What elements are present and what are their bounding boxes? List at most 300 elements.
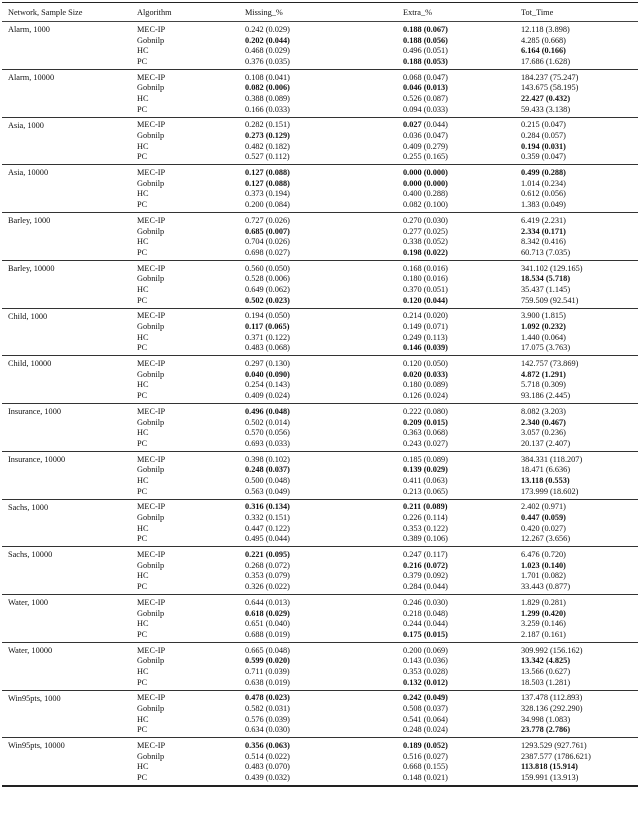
table-body — [2, 22, 638, 787]
missing-cell: 0.582 (0.031) — [245, 704, 290, 714]
algorithm-cell: PC — [137, 152, 148, 162]
network-sample-label: Sachs, 1000 — [8, 502, 49, 512]
time-cell: 0.420 (0.027) — [521, 523, 566, 533]
table-row — [137, 740, 638, 751]
table-row — [137, 189, 638, 200]
algorithm-cell: PC — [137, 773, 148, 783]
missing-cell: 0.500 (0.048) — [245, 475, 290, 485]
algorithm-cell: MEC-IP — [137, 215, 166, 225]
table-group — [2, 261, 638, 309]
network-sample-label: Win95pts, 10000 — [8, 741, 65, 751]
table-row — [137, 677, 638, 688]
extra-cell: 0.189 (0.052) — [403, 741, 448, 751]
time-cell: 18.503 (1.281) — [521, 677, 571, 687]
algorithm-cell: Gobnilp — [137, 369, 165, 379]
table-row — [137, 597, 638, 608]
extra-cell: 0.508 (0.037) — [403, 704, 448, 714]
time-cell: 12.118 (3.898) — [521, 24, 570, 34]
time-cell: 17.075 (3.763) — [521, 343, 571, 353]
table-row — [137, 284, 638, 295]
algorithm-cell: MEC-IP — [137, 502, 166, 512]
time-cell: 1.023 (0.140) — [521, 560, 566, 570]
table-row — [137, 247, 638, 258]
time-cell: 22.427 (0.432) — [521, 93, 571, 103]
table-row — [137, 502, 638, 513]
time-cell: 6.419 (2.231) — [521, 215, 566, 225]
table-row — [137, 549, 638, 560]
extra-cell: 0.046 (0.013) — [403, 83, 448, 93]
table-row — [137, 236, 638, 247]
extra-cell: 0.213 (0.065) — [403, 486, 448, 496]
time-cell: 3.259 (0.146) — [521, 619, 566, 629]
extra-cell: 0.389 (0.106) — [403, 534, 448, 544]
extra-cell: 0.126 (0.024) — [403, 391, 448, 401]
table-row — [137, 629, 638, 640]
algorithm-cell: Gobnilp — [137, 656, 165, 666]
extra-cell: 0.209 (0.015) — [403, 417, 448, 427]
extra-cell: 0.247 (0.117) — [403, 550, 448, 560]
table-row — [137, 725, 638, 736]
missing-cell: 0.651 (0.040) — [245, 619, 290, 629]
missing-cell: 0.514 (0.022) — [245, 751, 290, 761]
table-row — [137, 454, 638, 465]
time-cell: 1.829 (0.281) — [521, 597, 566, 607]
network-sample-label: Child, 1000 — [8, 311, 48, 321]
time-cell: 1.299 (0.420) — [521, 608, 566, 618]
extra-cell: 0.000 (0.000) — [403, 178, 448, 188]
missing-cell: 0.638 (0.019) — [245, 677, 290, 687]
table-group — [2, 213, 638, 261]
algorithm-cell: PC — [137, 725, 148, 735]
algorithm-cell: MEC-IP — [137, 406, 166, 416]
time-cell: 59.433 (3.138) — [521, 104, 571, 114]
extra-cell: 0.214 (0.020) — [403, 311, 448, 321]
network-sample-label: Asia, 1000 — [8, 120, 44, 130]
missing-cell: 0.502 (0.023) — [245, 295, 290, 305]
time-cell: 1.701 (0.082) — [521, 571, 566, 581]
extra-cell: 0.185 (0.089) — [403, 454, 448, 464]
missing-cell: 0.194 (0.050) — [245, 311, 290, 321]
missing-cell: 0.254 (0.143) — [245, 380, 290, 390]
missing-cell: 0.649 (0.062) — [245, 284, 290, 294]
extra-cell: 0.146 (0.039) — [403, 343, 448, 353]
algorithm-cell: Gobnilp — [137, 560, 165, 570]
extra-cell: 0.094 (0.033) — [403, 104, 448, 114]
missing-cell: 0.376 (0.035) — [245, 56, 290, 66]
table-group — [2, 165, 638, 213]
network-sample-label: Insurance, 10000 — [8, 454, 66, 464]
network-sample-label: Child, 10000 — [8, 359, 52, 369]
extra-cell: 0.168 (0.016) — [403, 263, 448, 273]
missing-cell: 0.527 (0.112) — [245, 152, 290, 162]
table-row — [137, 311, 638, 322]
network-sample-label: Sachs, 10000 — [8, 550, 53, 560]
table-row — [137, 263, 638, 274]
table-group — [2, 738, 638, 787]
missing-cell: 0.502 (0.014) — [245, 417, 290, 427]
missing-cell: 0.478 (0.023) — [245, 693, 290, 703]
network-sample-label: Alarm, 10000 — [8, 72, 55, 82]
algorithm-cell: Gobnilp — [137, 513, 165, 523]
algorithm-cell: MEC-IP — [137, 311, 166, 321]
algorithm-cell: MEC-IP — [137, 741, 166, 751]
algorithm-cell: Gobnilp — [137, 417, 165, 427]
algorithm-cell: MEC-IP — [137, 72, 166, 82]
algorithm-cell: PC — [137, 629, 148, 639]
missing-cell: 0.398 (0.102) — [245, 454, 290, 464]
time-cell: 1.014 (0.234) — [521, 178, 566, 188]
table-row — [137, 427, 638, 438]
network-sample-label: Barley, 10000 — [8, 263, 55, 273]
table-header — [2, 3, 638, 22]
value-mean: 0.027 — [403, 120, 422, 130]
missing-cell: 0.576 (0.039) — [245, 714, 290, 724]
time-cell: 2387.577 (1786.621) — [521, 751, 591, 761]
extra-cell: 0.132 (0.012) — [403, 677, 448, 687]
table-row — [137, 417, 638, 428]
missing-cell: 0.409 (0.024) — [245, 391, 290, 401]
table-row — [137, 35, 638, 46]
time-cell: 23.778 (2.786) — [521, 725, 571, 735]
missing-cell: 0.202 (0.044) — [245, 35, 290, 45]
table-row — [137, 321, 638, 332]
header-time: Tot_Time — [521, 7, 554, 17]
table-row — [137, 141, 638, 152]
time-cell: 0.284 (0.057) — [521, 131, 566, 141]
extra-cell: 0.411 (0.063) — [403, 475, 448, 485]
algorithm-cell: MEC-IP — [137, 24, 166, 34]
time-cell: 1.383 (0.049) — [521, 200, 566, 210]
algorithm-cell: HC — [137, 619, 149, 629]
missing-cell: 0.248 (0.037) — [245, 465, 290, 475]
results-table — [2, 2, 638, 787]
time-cell: 309.992 (156.162) — [521, 645, 583, 655]
missing-cell: 0.727 (0.026) — [245, 215, 290, 225]
table-row — [137, 130, 638, 141]
time-cell: 18.471 (6.636) — [521, 465, 571, 475]
table-group — [2, 118, 638, 166]
algorithm-cell: HC — [137, 762, 149, 772]
missing-cell: 0.570 (0.056) — [245, 428, 290, 438]
missing-cell: 0.644 (0.013) — [245, 597, 290, 607]
algorithm-cell: MEC-IP — [137, 454, 166, 464]
missing-cell: 0.563 (0.049) — [245, 486, 290, 496]
missing-cell: 0.332 (0.151) — [245, 513, 290, 523]
time-cell: 5.718 (0.309) — [521, 380, 566, 390]
algorithm-cell: MEC-IP — [137, 597, 166, 607]
table-group — [2, 404, 638, 452]
network-sample-label: Water, 10000 — [8, 645, 53, 655]
time-cell: 0.499 (0.288) — [521, 168, 566, 178]
time-cell: 4.872 (1.291) — [521, 369, 566, 379]
algorithm-cell: PC — [137, 104, 148, 114]
time-cell: 3.900 (1.815) — [521, 311, 566, 321]
algorithm-cell: PC — [137, 582, 148, 592]
missing-cell: 0.166 (0.033) — [245, 104, 290, 114]
time-cell: 384.331 (118.207) — [521, 454, 583, 464]
algorithm-cell: Gobnilp — [137, 465, 165, 475]
missing-cell: 0.698 (0.027) — [245, 247, 290, 257]
table-row — [137, 152, 638, 163]
table-row — [137, 655, 638, 666]
time-cell: 184.237 (75.247) — [521, 72, 579, 82]
extra-cell: 0.082 (0.100) — [403, 200, 448, 210]
extra-cell: 0.284 (0.044) — [403, 582, 448, 592]
extra-cell: 0.496 (0.051) — [403, 46, 448, 56]
extra-cell: 0.249 (0.113) — [403, 332, 448, 342]
missing-cell: 0.483 (0.070) — [245, 762, 290, 772]
table-group — [2, 500, 638, 548]
header-missing: Missing_% — [245, 7, 283, 17]
missing-cell: 0.082 (0.006) — [245, 83, 290, 93]
extra-cell: 0.363 (0.068) — [403, 428, 448, 438]
missing-cell: 0.273 (0.129) — [245, 131, 290, 141]
extra-cell: 0.180 (0.016) — [403, 274, 448, 284]
algorithm-cell: HC — [137, 666, 149, 676]
table-row — [137, 390, 638, 401]
time-cell: 13.118 (0.553) — [521, 475, 570, 485]
extra-cell: 0.526 (0.087) — [403, 93, 448, 103]
time-cell: 328.136 (292.290) — [521, 704, 583, 714]
missing-cell: 0.685 (0.007) — [245, 226, 290, 236]
table-row — [137, 534, 638, 545]
extra-cell: 0.068 (0.047) — [403, 72, 448, 82]
extra-cell: 0.242 (0.049) — [403, 693, 448, 703]
algorithm-cell: Gobnilp — [137, 751, 165, 761]
extra-cell: 0.270 (0.030) — [403, 215, 448, 225]
extra-cell: 0.188 (0.067) — [403, 24, 448, 34]
extra-cell: 0.370 (0.051) — [403, 284, 448, 294]
extra-cell: 0.198 (0.022) — [403, 247, 448, 257]
missing-cell: 0.268 (0.072) — [245, 560, 290, 570]
table-row — [137, 762, 638, 773]
algorithm-cell: HC — [137, 714, 149, 724]
algorithm-cell: Gobnilp — [137, 226, 165, 236]
table-row — [137, 120, 638, 131]
extra-cell: 0.180 (0.089) — [403, 380, 448, 390]
algorithm-cell: Gobnilp — [137, 131, 165, 141]
extra-cell: 0.246 (0.030) — [403, 597, 448, 607]
table-group — [2, 452, 638, 500]
missing-cell: 0.447 (0.122) — [245, 523, 290, 533]
algorithm-cell: MEC-IP — [137, 693, 166, 703]
extra-cell: 0.175 (0.015) — [403, 629, 448, 639]
missing-cell: 0.371 (0.122) — [245, 332, 290, 342]
extra-cell: 0.139 (0.029) — [403, 465, 448, 475]
missing-cell: 0.282 (0.151) — [245, 120, 290, 130]
time-cell: 2.340 (0.467) — [521, 417, 566, 427]
extra-cell: 0.143 (0.036) — [403, 656, 448, 666]
missing-cell: 0.326 (0.022) — [245, 582, 290, 592]
algorithm-cell: Gobnilp — [137, 322, 165, 332]
network-sample-label: Water, 1000 — [8, 598, 49, 607]
algorithm-cell: PC — [137, 343, 148, 353]
network-sample-label: Insurance, 1000 — [8, 407, 61, 416]
algorithm-cell: Gobnilp — [137, 274, 165, 284]
time-cell: 60.713 (7.035) — [521, 247, 571, 257]
algorithm-cell: HC — [137, 189, 149, 199]
algorithm-cell: PC — [137, 295, 148, 305]
time-cell: 4.285 (0.668) — [521, 35, 566, 45]
time-cell: 142.757 (73.869) — [521, 359, 579, 369]
time-cell: 6.476 (0.720) — [521, 550, 566, 560]
table-row — [137, 226, 638, 237]
table-group — [2, 547, 638, 595]
algorithm-cell: MEC-IP — [137, 168, 166, 178]
time-cell: 759.509 (92.541) — [521, 295, 579, 305]
missing-cell: 0.711 (0.039) — [245, 666, 290, 676]
time-cell: 0.194 (0.031) — [521, 141, 566, 151]
algorithm-cell: Gobnilp — [137, 83, 165, 93]
time-cell: 137.478 (112.893) — [521, 693, 583, 703]
table-row — [137, 56, 638, 67]
header-algorithm: Algorithm — [137, 7, 172, 17]
table-row — [137, 438, 638, 449]
time-cell: 20.137 (2.407) — [521, 438, 571, 448]
table-row — [137, 406, 638, 417]
time-cell: 0.215 (0.047) — [521, 120, 566, 130]
algorithm-cell: HC — [137, 380, 149, 390]
algorithm-cell: Gobnilp — [137, 178, 165, 188]
table-group — [2, 22, 638, 70]
table-group — [2, 691, 638, 739]
table-row — [137, 523, 638, 534]
extra-cell: 0.668 (0.155) — [403, 762, 448, 772]
time-cell: 13.566 (0.627) — [521, 666, 571, 676]
table-row — [137, 332, 638, 343]
header-network: Network, Sample Size — [8, 7, 83, 17]
missing-cell: 0.496 (0.048) — [245, 406, 290, 416]
table-row — [137, 199, 638, 210]
time-cell: 0.612 (0.056) — [521, 189, 566, 199]
algorithm-cell: HC — [137, 475, 149, 485]
time-cell: 3.057 (0.236) — [521, 428, 566, 438]
header-extra: Extra_% — [403, 7, 433, 17]
algorithm-cell: HC — [137, 571, 149, 581]
extra-cell: 0.216 (0.072) — [403, 560, 448, 570]
missing-cell: 0.468 (0.029) — [245, 46, 290, 56]
network-sample-label: Alarm, 1000 — [8, 25, 50, 34]
algorithm-cell: PC — [137, 200, 148, 210]
network-sample-label: Asia, 10000 — [8, 168, 49, 178]
time-cell: 34.998 (1.083) — [521, 714, 571, 724]
missing-cell: 0.127 (0.088) — [245, 178, 290, 188]
missing-cell: 0.200 (0.084) — [245, 200, 290, 210]
table-row — [137, 703, 638, 714]
table-row — [137, 273, 638, 284]
table-row — [137, 486, 638, 497]
time-cell: 35.437 (1.145) — [521, 284, 571, 294]
missing-cell: 0.483 (0.068) — [245, 343, 290, 353]
missing-cell: 0.117 (0.065) — [245, 322, 290, 332]
time-cell: 8.082 (3.203) — [521, 406, 566, 416]
extra-cell: 0.226 (0.114) — [403, 513, 448, 523]
extra-cell: 0.400 (0.288) — [403, 189, 448, 199]
algorithm-cell: Gobnilp — [137, 35, 165, 45]
table-row — [137, 45, 638, 56]
time-cell: 6.164 (0.166) — [521, 46, 566, 56]
extra-cell: 0.338 (0.052) — [403, 237, 448, 247]
missing-cell: 0.560 (0.050) — [245, 263, 290, 273]
extra-cell: 0.027 (0.044) — [403, 120, 448, 130]
algorithm-cell: HC — [137, 237, 149, 247]
extra-cell: 0.020 (0.033) — [403, 369, 448, 379]
algorithm-cell: PC — [137, 391, 148, 401]
time-cell: 12.267 (3.656) — [521, 534, 571, 544]
table-row — [137, 93, 638, 104]
table-group — [2, 70, 638, 118]
extra-cell: 0.200 (0.069) — [403, 645, 448, 655]
time-cell: 2.187 (0.161) — [521, 629, 566, 639]
algorithm-cell: PC — [137, 486, 148, 496]
time-cell: 2.402 (0.971) — [521, 502, 566, 512]
missing-cell: 0.297 (0.130) — [245, 359, 290, 369]
table-row — [137, 560, 638, 571]
algorithm-cell: PC — [137, 677, 148, 687]
time-cell: 173.999 (18.602) — [521, 486, 579, 496]
table-row — [137, 693, 638, 704]
algorithm-cell: MEC-IP — [137, 359, 166, 369]
missing-cell: 0.482 (0.182) — [245, 141, 290, 151]
extra-cell: 0.379 (0.092) — [403, 571, 448, 581]
time-cell: 13.342 (4.825) — [521, 656, 571, 666]
time-cell: 1.092 (0.232) — [521, 322, 566, 332]
table-row — [137, 608, 638, 619]
table-row — [137, 645, 638, 656]
algorithm-cell: Gobnilp — [137, 704, 165, 714]
missing-cell: 0.388 (0.089) — [245, 93, 290, 103]
table-row — [137, 215, 638, 226]
algorithm-cell: PC — [137, 534, 148, 544]
table-row — [137, 343, 638, 354]
time-cell: 0.359 (0.047) — [521, 152, 566, 162]
table-row — [137, 24, 638, 35]
extra-cell: 0.353 (0.122) — [403, 523, 448, 533]
table-row — [137, 666, 638, 677]
missing-cell: 0.599 (0.020) — [245, 656, 290, 666]
missing-cell: 0.353 (0.079) — [245, 571, 290, 581]
table-group — [2, 356, 638, 404]
table-row — [137, 380, 638, 391]
algorithm-cell: HC — [137, 141, 149, 151]
table-row — [137, 167, 638, 178]
extra-cell: 0.120 (0.050) — [403, 359, 448, 369]
missing-cell: 0.356 (0.063) — [245, 741, 290, 751]
extra-cell: 0.120 (0.044) — [403, 295, 448, 305]
missing-cell: 0.373 (0.194) — [245, 189, 290, 199]
algorithm-cell: HC — [137, 428, 149, 438]
time-cell: 17.686 (1.628) — [521, 56, 571, 66]
time-cell: 1.440 (0.064) — [521, 332, 566, 342]
extra-cell: 0.243 (0.027) — [403, 438, 448, 448]
time-cell: 159.991 (13.913) — [521, 773, 579, 783]
algorithm-cell: HC — [137, 284, 149, 294]
table-row — [137, 369, 638, 380]
time-cell: 113.818 (15.914) — [521, 762, 578, 772]
missing-cell: 0.108 (0.041) — [245, 72, 290, 82]
table-row — [137, 178, 638, 189]
missing-cell: 0.127 (0.088) — [245, 168, 290, 178]
table-row — [137, 751, 638, 762]
extra-cell: 0.353 (0.028) — [403, 666, 448, 676]
table-row — [137, 72, 638, 83]
algorithm-cell: PC — [137, 56, 148, 66]
table-row — [137, 475, 638, 486]
algorithm-cell: MEC-IP — [137, 645, 166, 655]
missing-cell: 0.634 (0.030) — [245, 725, 290, 735]
time-cell: 8.342 (0.416) — [521, 237, 566, 247]
missing-cell: 0.495 (0.044) — [245, 534, 290, 544]
